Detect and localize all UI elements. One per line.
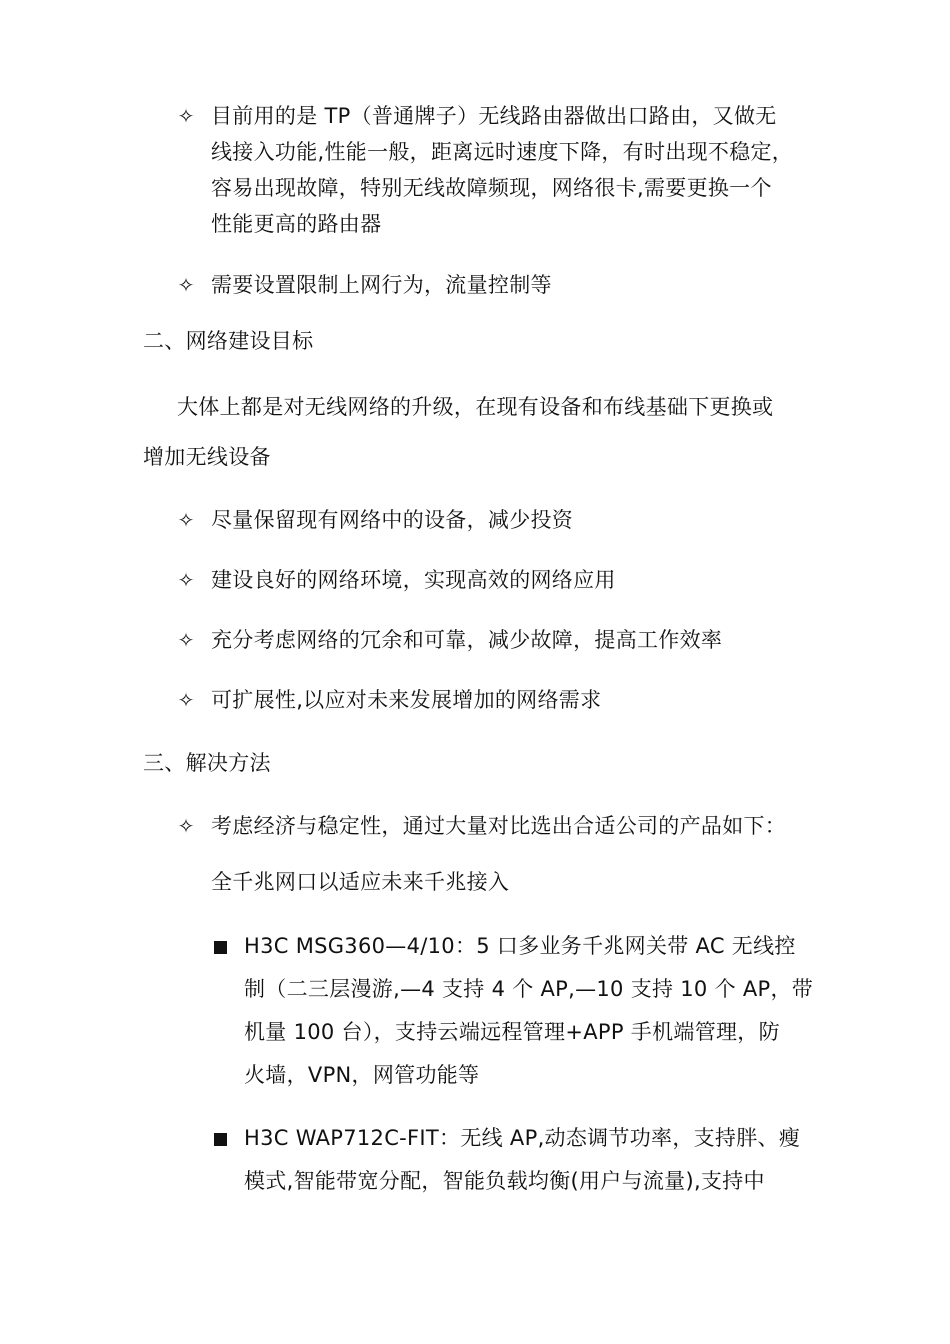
text-line: 线接入功能,性能一般，距离远时速度下降，有时出现不稳定， xyxy=(211,140,794,164)
text-line: 可扩展性,以应对未来发展增加的网络需求 xyxy=(211,688,602,712)
text-line: 需要设置限制上网行为，流量控制等 xyxy=(211,273,552,297)
text-line: 制（二三层漫游,—4 支持 4 个 AP,—10 支持 10 个 AP，带 xyxy=(244,977,814,1001)
square-bullet-icon xyxy=(214,1133,227,1146)
section-heading-solution xyxy=(143,745,271,781)
text-line: 增加无线设备 xyxy=(143,445,271,469)
square-bullet-icon xyxy=(214,941,227,954)
text-line: 性能更高的路由器 xyxy=(211,212,382,236)
text-line: 充分考虑网络的冗余和可靠，减少故障，提高工作效率 xyxy=(211,628,723,652)
goal-item-1 xyxy=(211,502,573,538)
solution-item xyxy=(211,808,786,900)
text-line: 全千兆网口以适应未来千兆接入 xyxy=(211,870,510,894)
intro-item-1 xyxy=(211,98,793,242)
diamond-bullet-icon: ✧ xyxy=(177,628,195,652)
text-line: 目前用的是 TP（普通牌子）无线路由器做出口路由，又做无 xyxy=(211,104,777,128)
text-line: 机量 100 台），支持云端远程管理+APP 手机端管理，防 xyxy=(244,1020,780,1044)
text-line: 容易出现故障，特别无线故障频现，网络很卡,需要更换一个 xyxy=(211,176,772,200)
section-paragraph-goals xyxy=(143,389,823,475)
heading-text: 三、解决方法 xyxy=(143,751,271,775)
text-line: 建设良好的网络环境，实现高效的网络应用 xyxy=(211,568,616,592)
text-line: H3C WAP712C-FIT：无线 AP,动态调节功率，支持胖、瘦 xyxy=(244,1126,801,1150)
text-line: 火墙，VPN，网管功能等 xyxy=(244,1063,480,1087)
diamond-bullet-icon: ✧ xyxy=(177,568,195,592)
text-line: H3C MSG360—4/10：5 口多业务千兆网关带 AC 无线控 xyxy=(244,934,796,958)
diamond-bullet-icon: ✧ xyxy=(177,273,195,297)
diamond-bullet-icon: ✧ xyxy=(177,508,195,532)
diamond-bullet-icon: ✧ xyxy=(177,814,195,838)
text-line: 大体上都是对无线网络的升级，在现有设备和布线基础下更换或 xyxy=(177,395,774,419)
text-line: 模式,智能带宽分配，智能负载均衡(用户与流量),支持中 xyxy=(244,1169,765,1193)
heading-text: 二、网络建设目标 xyxy=(143,329,314,353)
text-line: 考虑经济与稳定性，通过大量对比选出合适公司的产品如下： xyxy=(211,814,787,838)
product-item-wap712c xyxy=(244,1120,800,1206)
diamond-bullet-icon: ✧ xyxy=(177,688,195,712)
text-line: 尽量保留现有网络中的设备，减少投资 xyxy=(211,508,574,532)
goal-item-2 xyxy=(211,562,616,598)
goal-item-4 xyxy=(211,682,601,718)
diamond-bullet-icon: ✧ xyxy=(177,104,195,128)
section-heading-goals xyxy=(143,323,313,359)
product-item-msg360 xyxy=(244,928,813,1100)
intro-item-2 xyxy=(211,267,552,303)
goal-item-3 xyxy=(211,622,722,658)
